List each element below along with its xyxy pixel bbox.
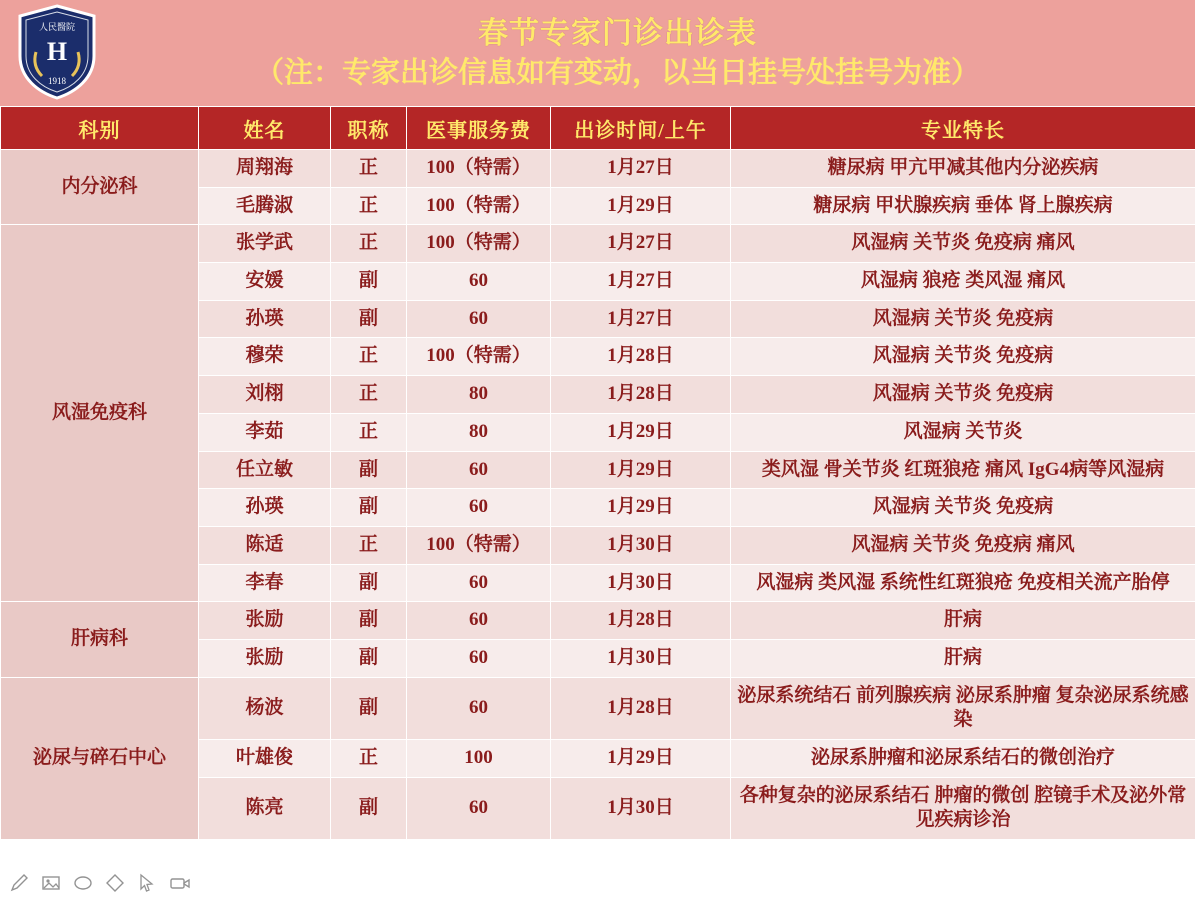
clinic-time-cell: 1月30日 bbox=[551, 526, 731, 564]
svg-text:人民醫院: 人民醫院 bbox=[38, 22, 76, 32]
department-cell: 泌尿与碎石中心 bbox=[1, 677, 199, 839]
doctor-title-cell: 正 bbox=[331, 338, 407, 376]
service-fee-cell: 80 bbox=[407, 413, 551, 451]
col-header-name: 姓名 bbox=[199, 107, 331, 150]
service-fee-cell: 60 bbox=[407, 489, 551, 527]
svg-text:1918: 1918 bbox=[48, 76, 66, 86]
doctor-name-cell: 陈适 bbox=[199, 526, 331, 564]
col-header-time: 出诊时间/上午 bbox=[551, 107, 731, 150]
page-title: 春节专家门诊出诊表 bbox=[478, 16, 757, 50]
specialty-cell: 肝病 bbox=[731, 602, 1195, 640]
service-fee-cell: 60 bbox=[407, 677, 551, 739]
doctor-title-cell: 副 bbox=[331, 451, 407, 489]
pen-icon[interactable] bbox=[8, 872, 30, 894]
clinic-time-cell: 1月27日 bbox=[551, 225, 731, 263]
service-fee-cell: 60 bbox=[407, 451, 551, 489]
doctor-name-cell: 李茹 bbox=[199, 413, 331, 451]
specialty-cell: 风湿病 关节炎 免疫病 bbox=[731, 489, 1195, 527]
doctor-title-cell: 副 bbox=[331, 564, 407, 602]
doctor-title-cell: 副 bbox=[331, 300, 407, 338]
image-icon[interactable] bbox=[40, 872, 62, 894]
table-header-row bbox=[1, 107, 1195, 150]
doctor-name-cell: 刘栩 bbox=[199, 376, 331, 414]
clinic-time-cell: 1月28日 bbox=[551, 338, 731, 376]
specialty-cell: 风湿病 关节炎 免疫病 bbox=[731, 300, 1195, 338]
doctor-name-cell: 陈亮 bbox=[199, 777, 331, 839]
service-fee-cell: 100（特需） bbox=[407, 338, 551, 376]
doctor-title-cell: 正 bbox=[331, 413, 407, 451]
annotation-toolbar[interactable] bbox=[8, 872, 192, 894]
clinic-time-cell: 1月28日 bbox=[551, 602, 731, 640]
specialty-cell: 类风湿 骨关节炎 红斑狼疮 痛风 IgG4病等风湿病 bbox=[731, 451, 1195, 489]
doctor-name-cell: 孙瑛 bbox=[199, 489, 331, 527]
clinic-time-cell: 1月30日 bbox=[551, 564, 731, 602]
clinic-time-cell: 1月29日 bbox=[551, 451, 731, 489]
specialty-cell: 风湿病 关节炎 免疫病 痛风 bbox=[731, 526, 1195, 564]
service-fee-cell: 60 bbox=[407, 564, 551, 602]
service-fee-cell: 60 bbox=[407, 639, 551, 677]
specialty-cell: 风湿病 狼疮 类风湿 痛风 bbox=[731, 263, 1195, 301]
department-cell: 风湿免疫科 bbox=[1, 225, 199, 602]
camera-icon[interactable] bbox=[168, 872, 192, 894]
doctor-name-cell: 周翔海 bbox=[199, 150, 331, 188]
doctor-name-cell: 张励 bbox=[199, 639, 331, 677]
table-row bbox=[1, 150, 1195, 188]
header-banner bbox=[0, 0, 1195, 106]
diamond-icon[interactable] bbox=[104, 872, 126, 894]
clinic-time-cell: 1月28日 bbox=[551, 376, 731, 414]
clinic-time-cell: 1月30日 bbox=[551, 777, 731, 839]
table-row bbox=[1, 602, 1195, 640]
svg-text:H: H bbox=[46, 37, 68, 66]
doctor-title-cell: 副 bbox=[331, 263, 407, 301]
specialty-cell: 泌尿系肿瘤和泌尿系结石的微创治疗 bbox=[731, 740, 1195, 778]
specialty-cell: 风湿病 类风湿 系统性红斑狼疮 免疫相关流产胎停 bbox=[731, 564, 1195, 602]
doctor-title-cell: 正 bbox=[331, 150, 407, 188]
doctor-title-cell: 正 bbox=[331, 187, 407, 225]
specialty-cell: 糖尿病 甲亢甲减其他内分泌疾病 bbox=[731, 150, 1195, 188]
table-row bbox=[1, 225, 1195, 263]
specialty-cell: 风湿病 关节炎 免疫病 bbox=[731, 338, 1195, 376]
clinic-time-cell: 1月29日 bbox=[551, 187, 731, 225]
specialty-cell: 风湿病 关节炎 免疫病 bbox=[731, 376, 1195, 414]
doctor-name-cell: 叶雄俊 bbox=[199, 740, 331, 778]
service-fee-cell: 60 bbox=[407, 777, 551, 839]
doctor-name-cell: 任立敏 bbox=[199, 451, 331, 489]
clinic-time-cell: 1月27日 bbox=[551, 263, 731, 301]
clinic-time-cell: 1月28日 bbox=[551, 677, 731, 739]
doctor-title-cell: 正 bbox=[331, 526, 407, 564]
col-header-dept: 科别 bbox=[1, 107, 199, 150]
clinic-time-cell: 1月29日 bbox=[551, 413, 731, 451]
specialty-cell: 风湿病 关节炎 免疫病 痛风 bbox=[731, 225, 1195, 263]
doctor-name-cell: 李春 bbox=[199, 564, 331, 602]
clinic-time-cell: 1月30日 bbox=[551, 639, 731, 677]
cursor-icon[interactable] bbox=[136, 872, 158, 894]
specialty-cell: 肝病 bbox=[731, 639, 1195, 677]
ellipse-icon[interactable] bbox=[72, 872, 94, 894]
schedule-table bbox=[0, 106, 1195, 840]
doctor-name-cell: 张励 bbox=[199, 602, 331, 640]
department-cell: 内分泌科 bbox=[1, 150, 199, 225]
specialty-cell: 泌尿系统结石 前列腺疾病 泌尿系肿瘤 复杂泌尿系统感染 bbox=[731, 677, 1195, 739]
service-fee-cell: 100（特需） bbox=[407, 526, 551, 564]
specialty-cell: 风湿病 关节炎 bbox=[731, 413, 1195, 451]
clinic-time-cell: 1月29日 bbox=[551, 740, 731, 778]
table-row bbox=[1, 677, 1195, 739]
service-fee-cell: 80 bbox=[407, 376, 551, 414]
col-header-specialty: 专业特长 bbox=[731, 107, 1195, 150]
service-fee-cell: 100 bbox=[407, 740, 551, 778]
doctor-title-cell: 正 bbox=[331, 376, 407, 414]
service-fee-cell: 60 bbox=[407, 300, 551, 338]
department-cell: 肝病科 bbox=[1, 602, 199, 677]
col-header-title: 职称 bbox=[331, 107, 407, 150]
service-fee-cell: 100（特需） bbox=[407, 150, 551, 188]
doctor-title-cell: 副 bbox=[331, 489, 407, 527]
doctor-name-cell: 杨波 bbox=[199, 677, 331, 739]
specialty-cell: 各种复杂的泌尿系结石 肿瘤的微创 腔镜手术及泌外常见疾病诊治 bbox=[731, 777, 1195, 839]
doctor-name-cell: 毛腾淑 bbox=[199, 187, 331, 225]
doctor-title-cell: 副 bbox=[331, 639, 407, 677]
doctor-title-cell: 副 bbox=[331, 602, 407, 640]
doctor-title-cell: 正 bbox=[331, 225, 407, 263]
doctor-name-cell: 穆荣 bbox=[199, 338, 331, 376]
page-subtitle: （注：专家出诊信息如有变动，以当日挂号处挂号为准） bbox=[254, 56, 980, 89]
doctor-title-cell: 副 bbox=[331, 677, 407, 739]
clinic-time-cell: 1月27日 bbox=[551, 300, 731, 338]
clinic-time-cell: 1月27日 bbox=[551, 150, 731, 188]
specialty-cell: 糖尿病 甲状腺疾病 垂体 肾上腺疾病 bbox=[731, 187, 1195, 225]
service-fee-cell: 100（特需） bbox=[407, 225, 551, 263]
doctor-name-cell: 安媛 bbox=[199, 263, 331, 301]
table-body bbox=[1, 150, 1195, 840]
col-header-fee: 医事服务费 bbox=[407, 107, 551, 150]
doctor-title-cell: 正 bbox=[331, 740, 407, 778]
doctor-name-cell: 张学武 bbox=[199, 225, 331, 263]
service-fee-cell: 60 bbox=[407, 263, 551, 301]
doctor-title-cell: 副 bbox=[331, 777, 407, 839]
title-block bbox=[0, 17, 1195, 89]
service-fee-cell: 100（特需） bbox=[407, 187, 551, 225]
doctor-name-cell: 孙瑛 bbox=[199, 300, 331, 338]
service-fee-cell: 60 bbox=[407, 602, 551, 640]
clinic-time-cell: 1月29日 bbox=[551, 489, 731, 527]
hospital-emblem-icon bbox=[14, 4, 100, 100]
